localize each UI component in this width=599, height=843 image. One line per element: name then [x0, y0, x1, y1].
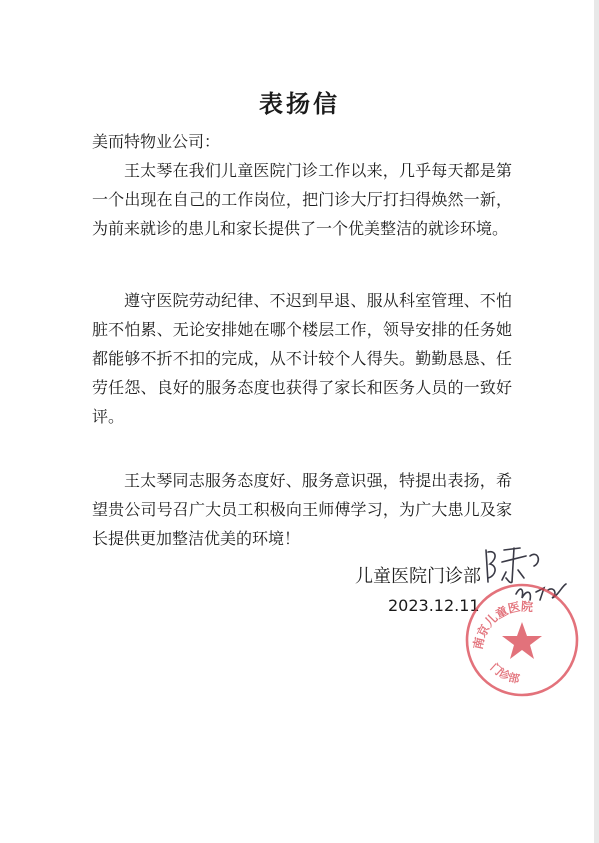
signature-date: 2023.12.11	[388, 596, 480, 615]
body-paragraph: 遵守医院劳动纪律、不迟到早退、服从科室管理、不怕脏不怕累、无论安排她在哪个楼层工作，领导安排的任务她都能够不折不扣的完成，从不计较个人得失。勤勤恳恳、任劳任怨、良好的服务态度也获得了家长和医务人员的一致好评。	[92, 291, 512, 426]
body-paragraph: 王太琴在我们儿童医院门诊工作以来，几乎每天都是第一个出现在自己的工作岗位，把门诊大厅打扫得焕然一新，为前来就诊的患儿和家长提供了一个优美整洁的就诊环境。	[92, 161, 512, 238]
scan-edge	[594, 0, 599, 843]
letter-title: 表扬信	[259, 90, 340, 118]
signature-department: 儿童医院门诊部	[355, 566, 481, 587]
svg-text:南京儿童医院: 南京儿童医院	[470, 599, 534, 651]
salutation: 美而特物业公司：	[92, 132, 221, 151]
svg-text:门诊部: 门诊部	[487, 660, 521, 686]
body-paragraph: 王太琴同志服务态度好、服务意识强，特提出表扬，希望贵公司号召广大员工积极向王师傅学习，为广大患儿及家长提供更加整洁优美的环境！	[92, 471, 512, 548]
official-seal-stamp	[462, 580, 582, 700]
